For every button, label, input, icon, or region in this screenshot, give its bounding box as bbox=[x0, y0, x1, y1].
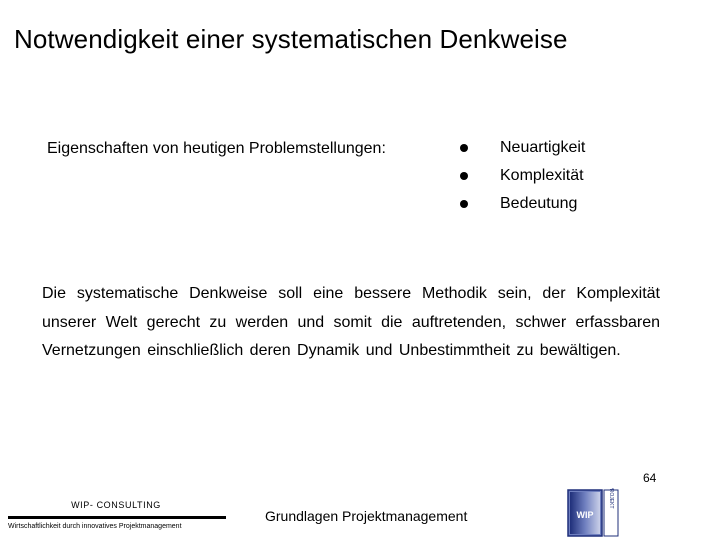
logo-wip-text: WIP bbox=[576, 510, 594, 520]
bullet-label: Komplexität bbox=[500, 167, 584, 184]
properties-label: Eigenschaften von heutigen Problemstellungen: bbox=[47, 140, 386, 157]
logo-vertical-letters: PROJEKT bbox=[608, 488, 614, 509]
footer-company-name: WIP- CONSULTING bbox=[71, 500, 161, 510]
wip-logo-graphic bbox=[566, 488, 638, 538]
footer-course-title: Grundlagen Projektmanagement bbox=[265, 508, 468, 524]
bullet-label: Neuartigkeit bbox=[500, 139, 586, 156]
bullet-dot-icon bbox=[460, 144, 468, 152]
bullet-dot-icon bbox=[460, 200, 468, 208]
bullet-label: Bedeutung bbox=[500, 195, 578, 212]
wip-logo-icon bbox=[566, 488, 638, 538]
body-paragraph: Die systematische Denkweise soll eine bessere Methodik sein, der Komplexität unserer Welt gerecht zu werden und somit die auftretenden, schwer erfassbaren Vernetzungen einschließlich deren Dynamik und Unbestimmtheit zu bewältigen. bbox=[42, 285, 660, 359]
slide-title: Notwendigkeit einer systematischen Denkweise bbox=[14, 24, 568, 54]
footer-company-block bbox=[8, 500, 226, 530]
page-number: 64 bbox=[643, 471, 657, 485]
bullet-dot-icon bbox=[460, 172, 468, 180]
footer-divider bbox=[8, 516, 226, 519]
footer-slogan: Wirtschaftlichkeit durch innovatives Projektmanagement bbox=[8, 523, 182, 530]
